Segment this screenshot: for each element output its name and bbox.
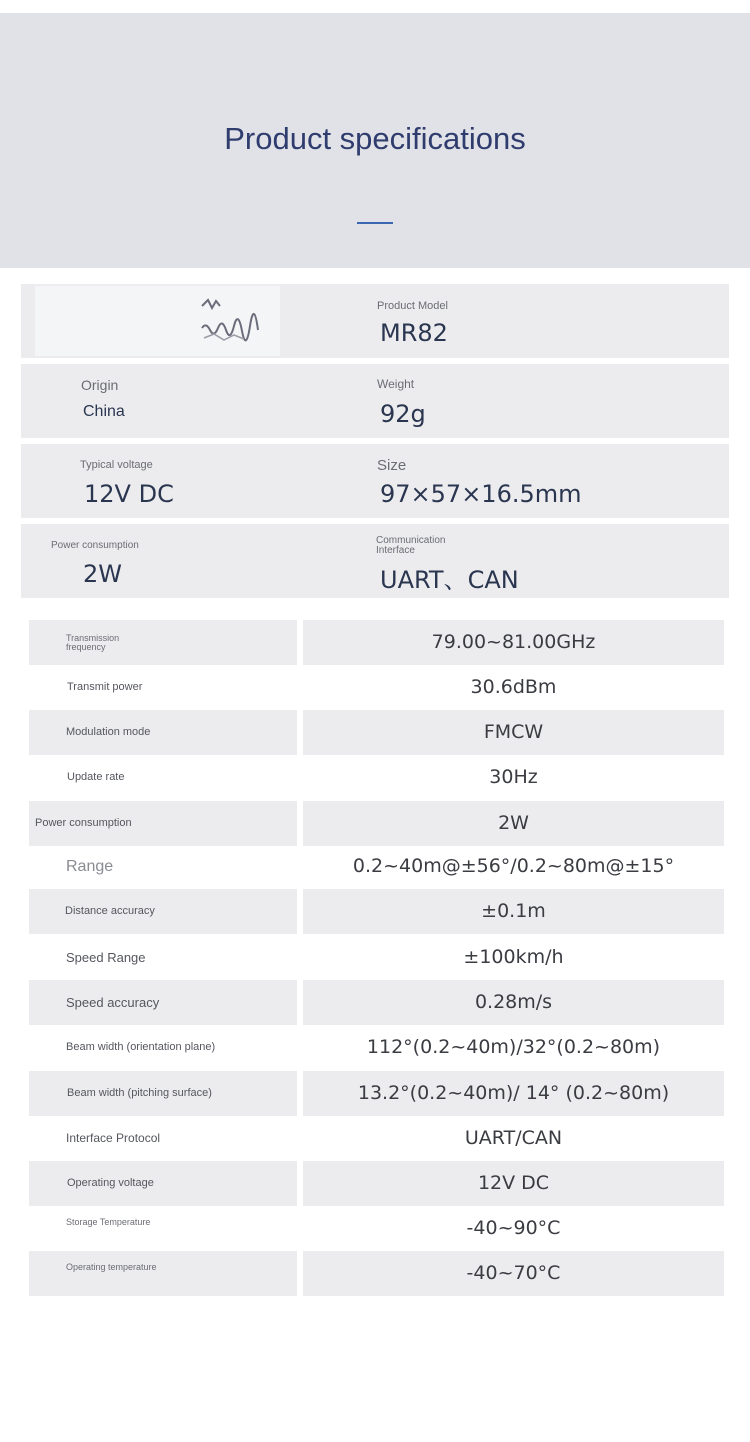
table-row <box>29 1251 724 1296</box>
page-title: Product specifications <box>224 121 526 156</box>
origin-value: China <box>83 403 125 420</box>
table-row <box>29 844 724 889</box>
row-value: 79.00~81.00GHz <box>431 631 596 653</box>
row-label: Transmission frequency <box>66 633 120 652</box>
row-label: Update rate <box>67 771 125 783</box>
row-label: Speed accuracy <box>66 995 160 1010</box>
table-row <box>29 980 724 1025</box>
spec-card-model <box>21 284 729 358</box>
table-row <box>29 1071 724 1116</box>
table-row <box>29 1161 724 1206</box>
typical-voltage-label: Typical voltage <box>80 459 153 471</box>
row-label: Distance accuracy <box>65 905 155 917</box>
row-value: 30Hz <box>489 766 538 788</box>
row-label: Interface Protocol <box>66 1131 161 1145</box>
table-row <box>29 620 724 665</box>
weight-value: 92g <box>380 400 426 428</box>
typical-voltage-value: 12V DC <box>84 480 174 508</box>
row-value: ±0.1m <box>481 900 546 922</box>
spec-card-power-interface <box>21 524 729 598</box>
power-consumption-value: 2W <box>83 560 122 588</box>
row-label: Beam width (orientation plane) <box>66 1041 216 1053</box>
row-label: Beam width (pitching surface) <box>67 1087 212 1099</box>
row-value: UART/CAN <box>464 1127 563 1149</box>
size-value: 97×57×16.5mm <box>380 480 582 508</box>
communication-interface-label: Communication Interface <box>376 535 446 556</box>
table-row <box>29 665 724 710</box>
top-strip <box>0 0 750 13</box>
product-model-label: Product Model <box>377 300 448 312</box>
row-label: Speed Range <box>66 950 146 965</box>
row-value: -40~70°C <box>466 1262 561 1284</box>
row-value: 0.2~40m@±56°/0.2~80m@±15° <box>352 855 675 877</box>
row-value: ±100km/h <box>463 946 564 968</box>
row-value: 30.6dBm <box>470 676 557 698</box>
table-row <box>29 935 724 980</box>
row-label: Range <box>66 858 114 875</box>
weight-label: Weight <box>377 377 415 391</box>
row-value: 12V DC <box>477 1172 550 1194</box>
title-underline <box>357 222 393 224</box>
table-row <box>29 801 724 846</box>
row-value: 2W <box>498 812 529 834</box>
table-row <box>29 755 724 800</box>
power-consumption-label: Power consumption <box>51 540 139 551</box>
row-value: 112°(0.2~40m)/32°(0.2~80m) <box>366 1036 661 1058</box>
row-value: 13.2°(0.2~40m)/ 14° (0.2~80m) <box>357 1082 670 1104</box>
communication-interface-value: UART、CAN <box>380 566 519 594</box>
row-label: Transmit power <box>67 681 143 693</box>
row-label: Operating temperature <box>66 1262 157 1272</box>
row-label: Storage Temperature <box>66 1217 151 1227</box>
brand-logo-area <box>35 286 280 356</box>
spec-card-origin-weight <box>21 364 729 438</box>
spec-card-voltage-size <box>21 444 729 518</box>
table-row <box>29 710 724 755</box>
row-value: 0.28m/s <box>474 991 553 1013</box>
row-label: Operating voltage <box>67 1177 154 1189</box>
brand-logo-icon <box>198 298 268 346</box>
row-label: Power consumption <box>35 817 132 829</box>
spec-header <box>0 13 750 268</box>
table-row <box>29 1025 724 1070</box>
origin-label: Origin <box>81 377 119 393</box>
row-value: -40~90°C <box>466 1217 561 1239</box>
table-row <box>29 1206 724 1251</box>
product-model-value: MR82 <box>380 319 448 347</box>
table-row <box>29 889 724 934</box>
table-row <box>29 1116 724 1161</box>
size-label: Size <box>377 457 407 474</box>
row-label: Modulation mode <box>66 726 151 738</box>
row-value: FMCW <box>483 721 544 743</box>
